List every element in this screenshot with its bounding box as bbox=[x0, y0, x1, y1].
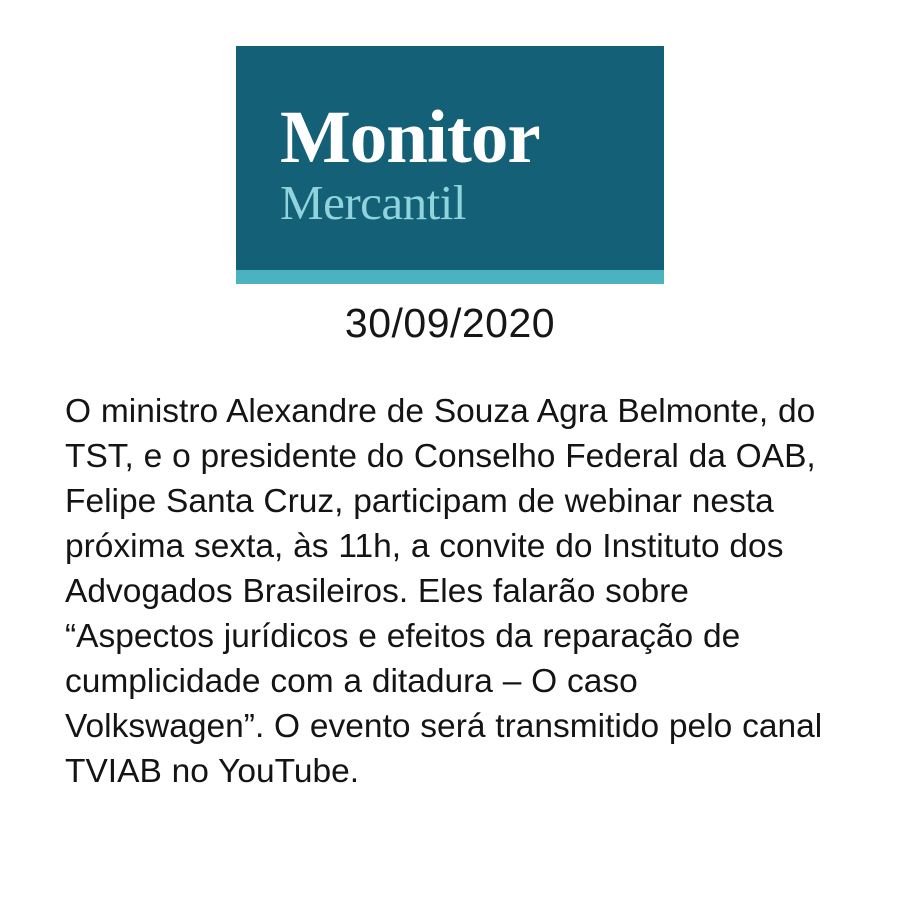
publication-logo bbox=[236, 46, 664, 284]
logo-secondary-text: Mercantil bbox=[280, 174, 466, 230]
logo-primary-text: Monitor bbox=[280, 95, 540, 179]
article-body-text: O ministro Alexandre de Souza Agra Belmonte, do TST, e o presidente do Conselho Federal da OAB, Felipe Santa Cruz, participam de webinar nesta próxima sexta, às 11h, a convite do Instituto dos Advogados Brasileiros. Eles falarão sobre “Aspectos jurídicos e efeitos da reparação de cumplicidade com a ditadura – O caso Volkswagen”. O evento será transmitido pelo canal TVIAB no YouTube. bbox=[65, 393, 823, 790]
publication-date: 30/09/2020 bbox=[344, 300, 556, 346]
